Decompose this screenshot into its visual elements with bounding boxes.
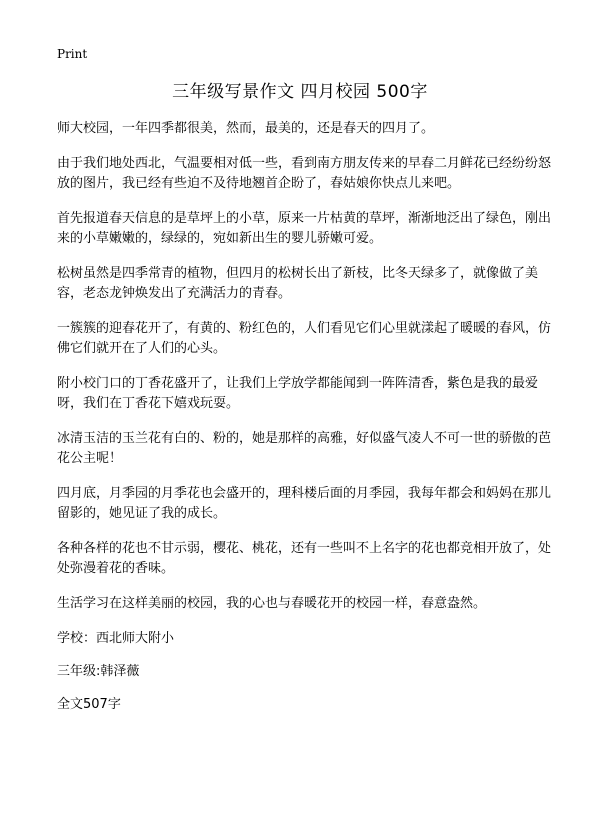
paragraph: 各种各样的花也不甘示弱，樱花、桃花，还有一些叫不上名字的花也都竞相开放了，处处弥漫着花的香味。: [57, 541, 552, 576]
article-title: 三年级写景作文 四月校园 500字: [172, 82, 428, 102]
paragraph: 首先报道春天信息的是草坪上的小草，原来一片枯黄的草坪，渐渐地泛出了绿色，刚出来的小草嫩嫩的，绿绿的，宛如新出生的婴儿骄嫩可爱。: [57, 211, 552, 246]
paragraph: 一簇簇的迎春花开了，有黄的、粉红色的，人们看见它们心里就漾起了暖暖的春风，仿佛它们就开在了人们的心头。: [57, 321, 552, 356]
paragraph: 松树虽然是四季常青的植物，但四月的松树长出了新枝，比冬天绿多了，就像做了美容，老态龙钟焕发出了充满活力的青春。: [57, 266, 539, 301]
paragraph: 师大校园，一年四季都很美，然而，最美的，还是春天的四月了。: [57, 121, 435, 136]
paragraph: 冰清玉洁的玉兰花有白的、粉的，她是那样的高雅，好似盛气凌人不可一世的骄傲的芭花公主呢！: [57, 431, 552, 466]
paragraph: 四月底，月季园的月季花也会盛开的，理科楼后面的月季园，我每年都会和妈妈在那儿留影的，她见证了我的成长。: [57, 486, 552, 521]
word-count: 全文507字: [57, 697, 121, 712]
paragraph: 附小校门口的丁香花盛开了，让我们上学放学都能闻到一阵阵清香，紫色是我的最爱呀，我们在丁香花下嬉戏玩耍。: [57, 376, 539, 411]
school-line: 学校：西北师大附小: [57, 631, 175, 646]
paragraph: 由于我们地处西北，气温要相对低一些，看到南方朋友传来的早春二月鲜花已经纷纷怒放的图片，我已经有些迫不及待地翘首企盼了，春姑娘你快点儿来吧。: [57, 156, 552, 191]
paragraph: 生活学习在这样美丽的校园，我的心也与春暖花开的校园一样，春意盎然。: [57, 596, 487, 611]
print-link[interactable]: Print: [57, 47, 88, 61]
author-line: 三年级:韩泽薇: [57, 664, 140, 679]
article-body: [57, 119, 553, 728]
